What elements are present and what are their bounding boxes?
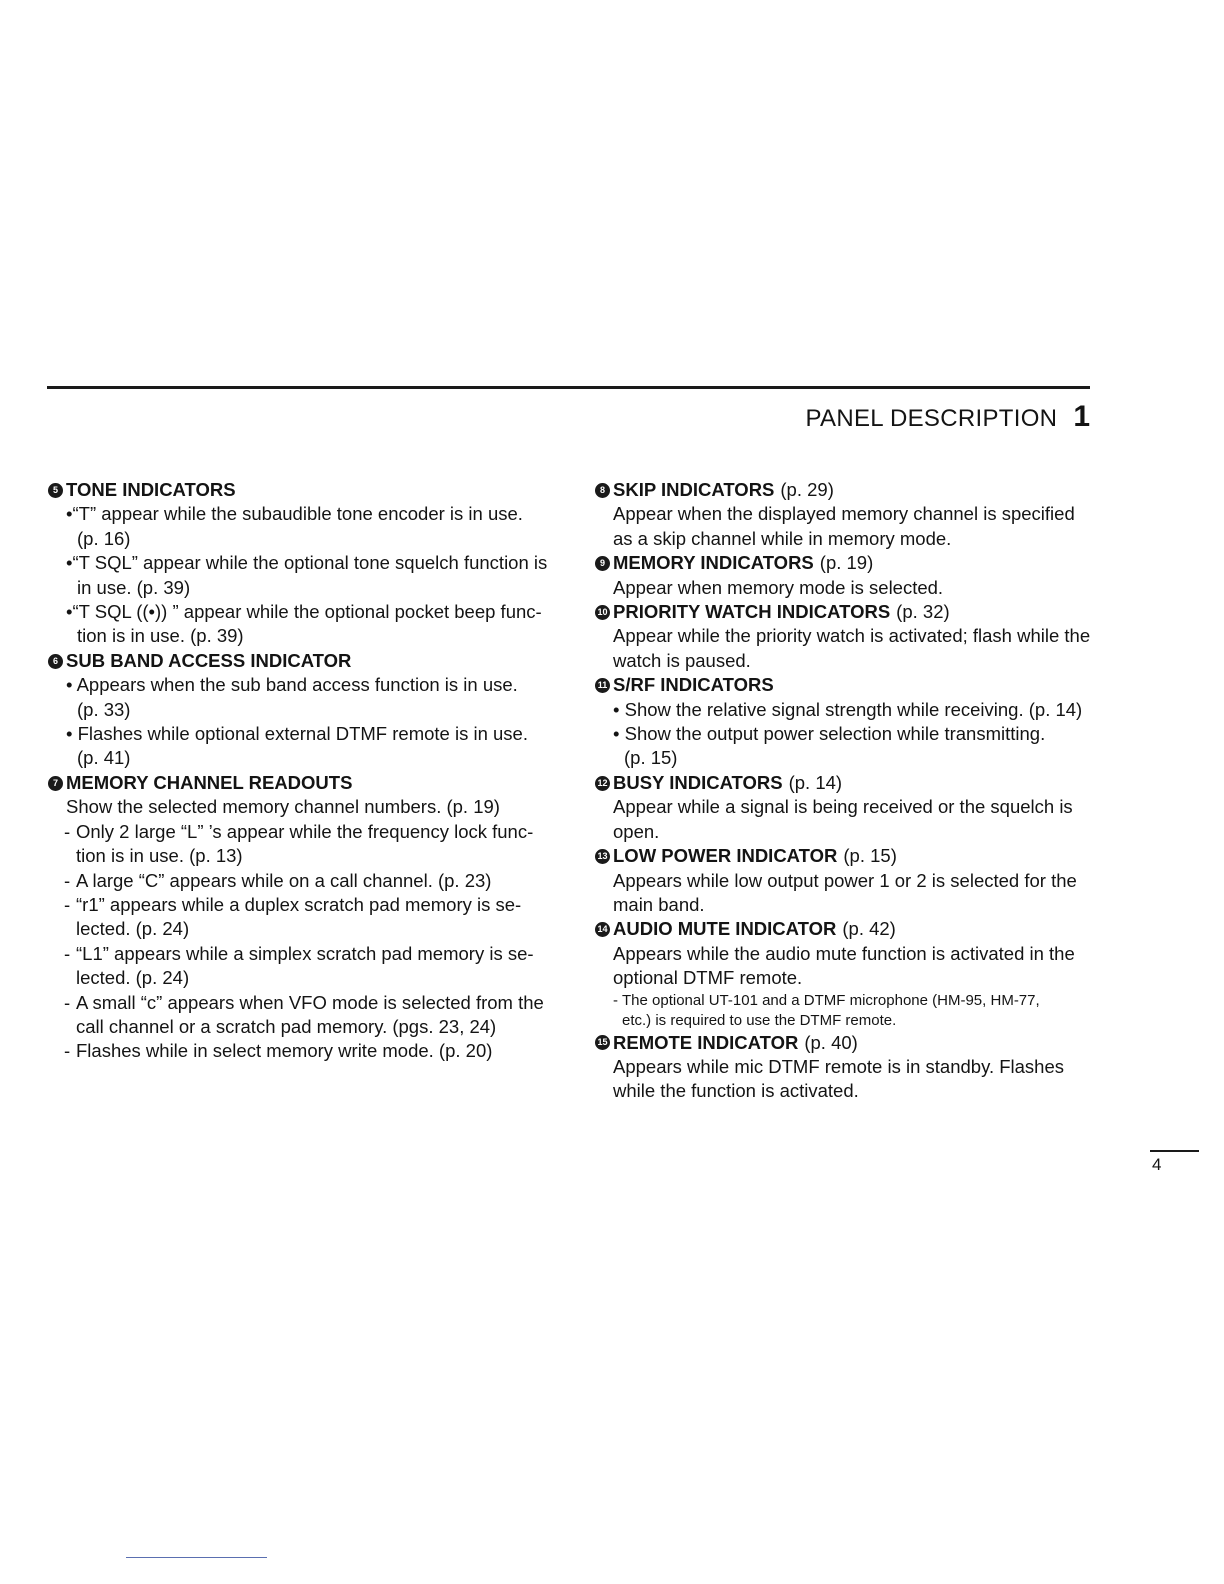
indicator-section bbox=[48, 649, 548, 771]
text-line: (p. 41) bbox=[77, 747, 131, 769]
circled-number-icon: 10 bbox=[595, 605, 610, 620]
text-line: • Show the relative signal strength while receiving. (p. 14) bbox=[613, 698, 1083, 720]
page-reference: (p. 15) bbox=[843, 845, 897, 867]
text-line: (p. 15) bbox=[624, 747, 678, 769]
circled-number-icon: 15 bbox=[595, 1035, 610, 1050]
indicator-section bbox=[595, 771, 1095, 844]
section-heading bbox=[595, 771, 1095, 795]
right-column bbox=[595, 478, 1095, 1104]
circled-number-icon: 7 bbox=[48, 776, 63, 791]
indicator-section bbox=[595, 551, 1095, 600]
indicator-section bbox=[48, 478, 548, 649]
page-number-rule bbox=[1150, 1150, 1199, 1152]
section-body bbox=[595, 1055, 1095, 1104]
text-line: etc.) is required to use the DTMF remote. bbox=[622, 1011, 897, 1029]
text-line: A small “c” appears when VFO mode is selected from the bbox=[76, 991, 544, 1013]
header-rule bbox=[47, 386, 1090, 389]
bullet-list bbox=[48, 673, 548, 771]
text-line: • Flashes while optional external DTMF remote is in use. bbox=[66, 723, 528, 745]
text-line: Flashes while in select memory write mode. (p. 20) bbox=[76, 1040, 493, 1062]
section-heading bbox=[595, 917, 1095, 941]
indicator-section bbox=[595, 600, 1095, 673]
text-line: while the function is activated. bbox=[613, 1080, 859, 1102]
section-body bbox=[595, 624, 1095, 673]
section-body bbox=[595, 869, 1095, 918]
section-heading bbox=[48, 771, 548, 795]
indicator-section bbox=[595, 844, 1095, 917]
dash-mark: - bbox=[64, 991, 71, 1013]
text-line: lected. (p. 24) bbox=[76, 967, 190, 989]
footer-line bbox=[126, 1557, 267, 1558]
dash-item-body bbox=[76, 991, 544, 1040]
section-heading bbox=[595, 673, 1095, 697]
circled-number-icon: 13 bbox=[595, 849, 610, 864]
dash-item-body bbox=[76, 1039, 492, 1063]
footnote bbox=[595, 991, 1095, 1031]
text-line: Appear when the displayed memory channel is specified bbox=[613, 503, 1075, 525]
section-heading-title: S/RF INDICATORS bbox=[613, 674, 774, 696]
dash-mark: - bbox=[613, 991, 618, 1009]
text-line: main band. bbox=[613, 893, 705, 915]
indicator-section bbox=[595, 917, 1095, 1030]
text-line: as a skip channel while in memory mode. bbox=[613, 527, 952, 549]
dash-list-item bbox=[48, 1039, 548, 1063]
circled-number-icon: 5 bbox=[48, 483, 63, 498]
section-heading bbox=[48, 478, 548, 502]
dash-mark: - bbox=[64, 942, 71, 964]
page-reference: (p. 29) bbox=[780, 479, 834, 500]
section-heading bbox=[595, 844, 1095, 868]
text-line: tion is in use. (p. 39) bbox=[77, 625, 244, 647]
page-reference: (p. 42) bbox=[842, 918, 896, 940]
bullet-list bbox=[48, 502, 548, 648]
text-line: “r1” appears while a duplex scratch pad memory is se- bbox=[76, 893, 522, 915]
page-reference: (p. 40) bbox=[804, 1031, 858, 1053]
dash-list-item bbox=[48, 869, 548, 893]
text-line: •“T” appear while the subaudible tone encoder is in use. bbox=[66, 503, 523, 525]
text-line: open. bbox=[613, 820, 660, 842]
indicator-section bbox=[595, 1031, 1095, 1104]
page-reference: (p. 32) bbox=[896, 601, 950, 623]
section-heading-title: MEMORY INDICATORS bbox=[613, 552, 814, 574]
text-line: call channel or a scratch pad memory. (pgs. 23, 24) bbox=[76, 1015, 497, 1037]
section-heading-title: MEMORY CHANNEL READOUTS bbox=[66, 771, 353, 793]
indicator-section bbox=[48, 771, 548, 1064]
chapter-number: 1 bbox=[1073, 400, 1090, 433]
dash-item-body bbox=[76, 869, 491, 893]
indicator-section bbox=[595, 478, 1095, 551]
section-body bbox=[595, 795, 1095, 844]
text-line: Appear when memory mode is selected. bbox=[613, 576, 944, 598]
circled-number-icon: 12 bbox=[595, 776, 610, 791]
section-heading-title: AUDIO MUTE INDICATOR bbox=[613, 918, 837, 940]
section-heading bbox=[595, 478, 1095, 502]
text-line: Appear while a signal is being received or the squelch is bbox=[613, 796, 1073, 818]
dash-list-item bbox=[48, 991, 548, 1040]
dash-list-item bbox=[48, 942, 548, 991]
bullet-item bbox=[613, 722, 1095, 771]
text-line: Appears while low output power 1 or 2 is selected for the bbox=[613, 869, 1077, 891]
page-reference: (p. 14) bbox=[788, 771, 843, 793]
dash-item-body bbox=[76, 942, 534, 991]
text-line: lected. (p. 24) bbox=[76, 918, 190, 940]
footnote-item bbox=[613, 991, 1095, 1031]
section-heading-title: TONE INDICATORS bbox=[66, 479, 236, 500]
circled-number-icon: 8 bbox=[595, 483, 610, 498]
dash-mark: - bbox=[64, 893, 71, 915]
text-line: watch is paused. bbox=[613, 649, 751, 671]
bullet-item bbox=[66, 551, 548, 600]
indicator-section bbox=[595, 673, 1095, 771]
bullet-item bbox=[66, 502, 548, 551]
text-line: • Show the output power selection while transmitting. bbox=[613, 723, 1046, 745]
bullet-list bbox=[595, 698, 1095, 771]
text-line: tion is in use. (p. 13) bbox=[76, 845, 243, 867]
bullet-item bbox=[66, 673, 548, 722]
circled-number-icon: 6 bbox=[48, 654, 63, 669]
section-heading bbox=[595, 600, 1095, 624]
bullet-item bbox=[66, 722, 548, 771]
text-line: in use. (p. 39) bbox=[77, 576, 191, 598]
dash-list-item bbox=[48, 893, 548, 942]
text-line: Appears while the audio mute function is activated in the bbox=[613, 942, 1075, 964]
section-heading-title: SKIP INDICATORS bbox=[613, 479, 775, 500]
page-header bbox=[805, 400, 1090, 434]
text-line: (p. 16) bbox=[77, 527, 131, 549]
dash-item-body bbox=[76, 893, 521, 942]
dash-mark: - bbox=[64, 869, 71, 891]
bullet-item bbox=[66, 600, 548, 649]
dash-item-body bbox=[76, 820, 533, 869]
left-column bbox=[48, 478, 548, 1064]
bullet-item bbox=[613, 698, 1095, 722]
section-heading-title: SUB BAND ACCESS INDICATOR bbox=[66, 649, 352, 671]
section-heading bbox=[48, 649, 548, 673]
text-line: “L1” appears while a simplex scratch pad memory is se- bbox=[76, 942, 534, 964]
section-heading bbox=[595, 551, 1095, 575]
page-reference: (p. 19) bbox=[819, 552, 874, 574]
dash-mark: - bbox=[64, 820, 71, 842]
section-body bbox=[595, 502, 1095, 551]
section-body bbox=[595, 942, 1095, 991]
text-line: •“T SQL” appear while the optional tone squelch function is bbox=[66, 552, 548, 574]
section-heading-title: REMOTE INDICATOR bbox=[613, 1031, 799, 1053]
section-body bbox=[595, 576, 1095, 600]
section-heading-title: LOW POWER INDICATOR bbox=[613, 845, 838, 867]
text-line: A large “C” appears while on a call channel. (p. 23) bbox=[76, 869, 492, 891]
section-title: PANEL DESCRIPTION bbox=[805, 405, 1058, 432]
text-line: Appears while mic DTMF remote is in standby. Flashes bbox=[613, 1055, 1065, 1077]
text-line: (p. 33) bbox=[77, 698, 131, 720]
text-line: Only 2 large “L” ’s appear while the frequency lock func- bbox=[76, 820, 534, 842]
circled-number-icon: 9 bbox=[595, 556, 610, 571]
text-line: •“T SQL ((•)) ” appear while the optional pocket beep func- bbox=[66, 601, 542, 623]
text-line: Show the selected memory channel numbers. (p. 19) bbox=[66, 796, 500, 818]
text-line: Appear while the priority watch is activated; flash while the bbox=[613, 625, 1091, 647]
dash-mark: - bbox=[64, 1040, 71, 1062]
circled-number-icon: 11 bbox=[595, 678, 610, 693]
text-line: • Appears when the sub band access function is in use. bbox=[66, 674, 518, 696]
section-heading bbox=[595, 1031, 1095, 1055]
section-heading-title: PRIORITY WATCH INDICATORS bbox=[613, 601, 891, 623]
section-intro bbox=[48, 795, 548, 819]
dash-list-item bbox=[48, 820, 548, 869]
footnote-body bbox=[622, 991, 1040, 1031]
text-line: The optional UT-101 and a DTMF microphone (HM-95, HM-77, bbox=[622, 991, 1040, 1009]
page-number: 4 bbox=[1152, 1155, 1162, 1174]
text-line: optional DTMF remote. bbox=[613, 967, 803, 989]
section-heading-title: BUSY INDICATORS bbox=[613, 771, 783, 793]
circled-number-icon: 14 bbox=[595, 922, 610, 937]
